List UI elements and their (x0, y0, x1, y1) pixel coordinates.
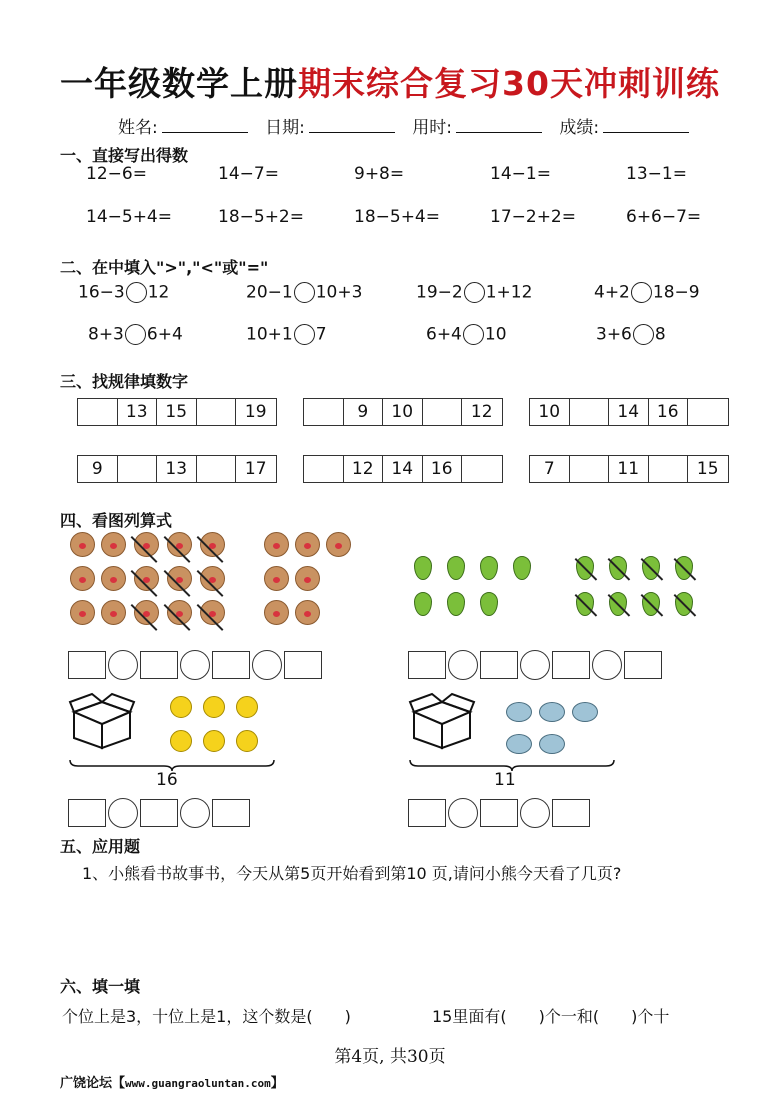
word-problem: 1、小熊看书故事书，今天从第5页开始看到第10 页,请问小熊今天看了几页? (82, 864, 622, 883)
compare-circle[interactable] (464, 282, 485, 303)
compare-problem: 8+3 6+4 (88, 324, 183, 345)
answer-box[interactable] (68, 799, 106, 827)
arith-problem: 18−5+4= (354, 207, 440, 227)
operator-circle[interactable] (180, 650, 210, 680)
operator-circle[interactable] (448, 798, 478, 828)
arith-problem: 14−1= (490, 164, 551, 184)
sequence-row (303, 455, 503, 483)
chick-icon (236, 730, 258, 752)
time-label: 用时: (412, 118, 453, 138)
teddy-bear-icon (101, 600, 126, 625)
section-6-heading: 六、填一填 (60, 977, 141, 996)
sequence-cell[interactable] (688, 399, 728, 425)
operator-circle[interactable] (448, 650, 478, 680)
sequence-cell[interactable] (462, 456, 502, 482)
page-title (0, 58, 780, 105)
answer-box[interactable] (140, 651, 178, 679)
operator-circle[interactable] (592, 650, 622, 680)
answer-box[interactable] (408, 799, 446, 827)
total-label: 16 (156, 770, 178, 790)
answer-box[interactable] (624, 651, 662, 679)
sequence-cell: 7 (530, 456, 570, 482)
time-blank[interactable] (456, 118, 542, 133)
koala-icon (539, 702, 565, 722)
sequence-cell[interactable] (423, 399, 463, 425)
sequence-cell: 13 (157, 456, 197, 482)
arith-problem: 18−5+2= (218, 207, 304, 227)
answer-box[interactable] (212, 799, 250, 827)
pear-group-right (576, 556, 696, 620)
teddy-bear-icon (264, 600, 289, 625)
answer-box[interactable] (284, 651, 322, 679)
section-2-heading: 二、在中填入">","<"或"=" (60, 258, 269, 277)
pear-icon (447, 592, 465, 616)
teddy-bear-icon (70, 600, 95, 625)
chick-group (170, 696, 262, 758)
compare-circle[interactable] (126, 282, 147, 303)
teddy-bear-icon (70, 566, 95, 591)
date-blank[interactable] (309, 118, 395, 133)
title-part-red: 期末综合复习30天冲刺训练 (298, 64, 720, 103)
teddy-bear-icon (295, 566, 320, 591)
sequence-row (77, 398, 277, 426)
compare-circle[interactable] (294, 324, 315, 345)
answer-box[interactable] (552, 799, 590, 827)
title-part-black: 一年级数学上册 (60, 64, 299, 103)
sequence-cell[interactable] (570, 399, 610, 425)
sequence-cell: 9 (344, 399, 384, 425)
section-1-heading: 一、直接写出得数 (60, 146, 189, 165)
compare-problem: 19−2 1+12 (416, 282, 533, 303)
sequence-row (77, 455, 277, 483)
teddy-bear-group-left (70, 532, 230, 632)
fill-problem: 15里面有( )个一和( )个十 (432, 1007, 670, 1026)
score-blank[interactable] (603, 118, 689, 133)
section-5-heading: 五、应用题 (60, 837, 141, 856)
sequence-row (529, 398, 729, 426)
answer-box[interactable] (140, 799, 178, 827)
sequence-cell[interactable] (304, 456, 344, 482)
teddy-bear-icon (264, 532, 289, 557)
operator-circle[interactable] (520, 798, 550, 828)
compare-circle[interactable] (631, 282, 652, 303)
score-label: 成绩: (559, 118, 600, 138)
operator-circle[interactable] (252, 650, 282, 680)
pear-icon (447, 556, 465, 580)
koala-icon (506, 702, 532, 722)
sequence-cell: 14 (609, 399, 649, 425)
teddy-bear-icon (295, 600, 320, 625)
operator-circle[interactable] (108, 798, 138, 828)
sequence-cell: 19 (244, 402, 267, 422)
sequence-cell[interactable] (197, 399, 237, 425)
chick-icon (236, 696, 258, 718)
arith-problem: 14−5+4= (86, 207, 172, 227)
sequence-cell: 10 (530, 399, 570, 425)
chick-icon (170, 696, 192, 718)
equation-answer-row (408, 798, 590, 828)
sequence-cell: 16 (423, 456, 463, 482)
compare-problem: 4+2 18−9 (594, 282, 700, 303)
sequence-cell: 17 (244, 459, 267, 479)
compare-problem: 16−3 12 (78, 282, 170, 303)
answer-box[interactable] (552, 651, 590, 679)
pear-icon (414, 556, 432, 580)
arith-problem: 6+6−7= (626, 207, 702, 227)
sequence-cell: 14 (383, 456, 423, 482)
name-blank[interactable] (162, 118, 248, 133)
pear-icon (414, 592, 432, 616)
teddy-bear-group-right (264, 532, 356, 632)
sequence-cell: 9 (78, 456, 118, 482)
fill-problem: 个位上是3，十位上是1，这个数是( ) (62, 1007, 351, 1026)
arith-problem: 12−6= (86, 164, 147, 184)
compare-circle[interactable] (633, 324, 654, 345)
sequence-cell: 11 (609, 456, 649, 482)
operator-circle[interactable] (108, 650, 138, 680)
equation-answer-row (68, 798, 250, 828)
sequence-cell: 12 (470, 402, 493, 422)
sequence-cell[interactable] (197, 456, 237, 482)
total-label: 11 (494, 770, 516, 790)
section-4-heading: 四、看图列算式 (60, 511, 173, 530)
answer-box[interactable] (480, 799, 518, 827)
koala-group (506, 702, 602, 758)
sequence-cell: 15 (157, 399, 197, 425)
answer-box[interactable] (480, 651, 518, 679)
arith-problem: 9+8= (354, 164, 405, 184)
name-label: 姓名: (118, 118, 158, 138)
arith-problem: 17−2+2= (490, 207, 576, 227)
teddy-bear-icon (295, 532, 320, 557)
koala-icon (539, 734, 565, 754)
arith-problem: 13−1= (626, 164, 687, 184)
arith-problem: 14−7= (218, 164, 279, 184)
section-3-heading: 三、找规律填数字 (60, 372, 189, 391)
operator-circle[interactable] (520, 650, 550, 680)
chick-icon (203, 730, 225, 752)
answer-box[interactable] (212, 651, 250, 679)
compare-circle[interactable] (125, 324, 146, 345)
koala-icon (506, 734, 532, 754)
pear-icon (513, 556, 531, 580)
compare-problem: 10+1 7 (246, 324, 327, 345)
teddy-bear-icon (101, 532, 126, 557)
sequence-row (303, 398, 503, 426)
site-url: www.guangraoluntan.com (125, 1077, 271, 1090)
teddy-bear-icon (70, 532, 95, 557)
sequence-row (529, 455, 729, 483)
compare-problem: 3+6 8 (596, 324, 666, 345)
student-info-row (118, 113, 701, 138)
sequence-cell: 12 (344, 456, 384, 482)
answer-box[interactable] (68, 651, 106, 679)
compare-circle[interactable] (294, 282, 315, 303)
sequence-cell[interactable] (78, 399, 118, 425)
sequence-cell[interactable] (649, 456, 689, 482)
teddy-bear-icon (101, 566, 126, 591)
compare-problem: 6+4 10 (426, 324, 507, 345)
sequence-cell: 10 (383, 399, 423, 425)
equation-answer-row (408, 650, 662, 680)
pear-group-left (414, 556, 534, 620)
box-icon (68, 690, 136, 750)
teddy-bear-icon (326, 532, 351, 557)
box-icon (408, 690, 476, 750)
chick-icon (203, 696, 225, 718)
koala-icon (572, 702, 598, 722)
sequence-cell: 15 (696, 459, 719, 479)
compare-circle[interactable] (463, 324, 484, 345)
site-watermark: 广饶论坛【www.guangraoluntan.com】 (60, 1076, 284, 1091)
date-label: 日期: (265, 118, 305, 138)
page-number: 第4页, 共30页 (334, 1047, 446, 1067)
answer-box[interactable] (408, 651, 446, 679)
sequence-cell[interactable] (304, 399, 344, 425)
operator-circle[interactable] (180, 798, 210, 828)
chick-icon (170, 730, 192, 752)
sequence-cell: 16 (649, 399, 689, 425)
pear-icon (480, 556, 498, 580)
equation-answer-row (68, 650, 322, 680)
sequence-cell[interactable] (118, 456, 158, 482)
pear-icon (480, 592, 498, 616)
compare-problem: 20−1 10+3 (246, 282, 363, 303)
teddy-bear-icon (264, 566, 289, 591)
sequence-cell: 13 (118, 399, 158, 425)
sequence-cell[interactable] (570, 456, 610, 482)
